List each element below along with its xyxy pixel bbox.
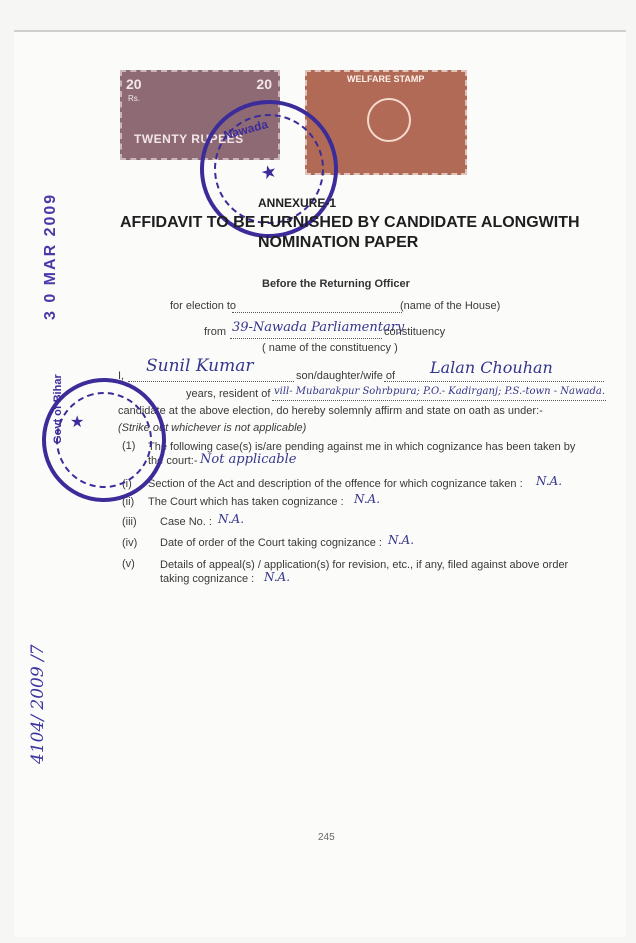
candidate-name-blank [128,381,294,382]
father-name: Lalan Chouhan [430,358,553,377]
candidate-name: Sunil Kumar [146,356,254,376]
seal-star-icon: ★ [258,160,280,184]
house-blank [232,312,402,313]
stamp-value-right: 20 [256,76,272,92]
address-value: vill- Mubarakpur Sohrbpura; P.O.- Kadirganj; P.S.-town - Nawada. [274,386,606,397]
welfare-emblem-icon [367,98,411,142]
seal-top-text: Nawada [221,117,270,143]
item-iii-text: Case No. : [160,516,212,528]
item-iv-text: Date of order of the Court taking cognizance : [160,537,382,549]
item-iv-number: (iv) [122,537,138,549]
from-label: from [204,326,226,338]
item-i-answer: N.A. [536,474,563,488]
item-i-text: Section of the Act and description of the offence for which cognizance taken : [148,478,523,490]
item-1-text: The following case(s) is/are pending against me in which cognizance has been taken by the court:- [148,441,576,467]
item-v-text: Details of appeal(s) / application(s) for revision, etc., if any, filed against above order taking cognizance : [160,559,569,585]
house-label: (name of the House) [400,300,501,312]
stamp-label: TWENTY RUPEES [134,132,244,146]
item-ii-number: (ii) [122,496,135,508]
constituency-blank [230,338,382,339]
item-i-number: (i) [122,478,132,490]
address-blank [272,400,606,401]
welfare-stamp-header: WELFARE STAMP [347,74,425,84]
stamp-value-unit: Rs. [128,94,140,103]
item-1-number: (1) [122,440,136,452]
item-ii-text: The Court which has taken cognizance : [148,496,344,508]
stamp-value: 20 [126,76,142,92]
returning-officer-line: Before the Returning Officer [262,278,410,290]
constituency-note: ( name of the constituency ) [262,342,398,354]
election-label: for election to [170,300,237,312]
annexure-label: ANNEXURE-1 [258,196,337,210]
constituency-value: 39-Nawada Parliamentary [232,320,405,335]
seal-left-text: Govt of Bihar [52,374,65,444]
strike-out-note: (Strike out whichever is not applicable) [118,422,307,434]
item-iii-number: (iii) [122,516,137,528]
item-ii-answer: N.A. [354,492,381,506]
constituency-label: constituency [384,326,446,338]
handwritten-reference: 4104/ 2009 /7 [28,644,48,764]
affidavit-title: AFFIDAVIT TO BE FURNISHED BY CANDIDATE ALONGWITH [120,214,580,231]
item-iv-answer: N.A. [388,533,415,547]
i-label: I, [118,370,125,382]
item-1-answer: Not applicable [200,452,297,467]
father-name-blank [384,381,604,382]
affidavit-title-line2: NOMINATION PAPER [258,234,419,251]
page-number: 245 [318,832,335,843]
candidate-statement: candidate at the above election, do hereby solemnly affirm and state on oath as under:- [118,405,543,417]
seal-star-icon-left: ★ [70,414,85,431]
item-v-number: (v) [122,558,135,570]
received-date-stamp: 3 0 MAR 2009 [42,192,59,320]
relation-label: son/daughter/wife of [296,370,396,382]
item-iii-answer: N.A. [218,512,245,526]
age-label: years, resident of [186,388,271,400]
item-v-answer: N.A. [264,570,291,584]
